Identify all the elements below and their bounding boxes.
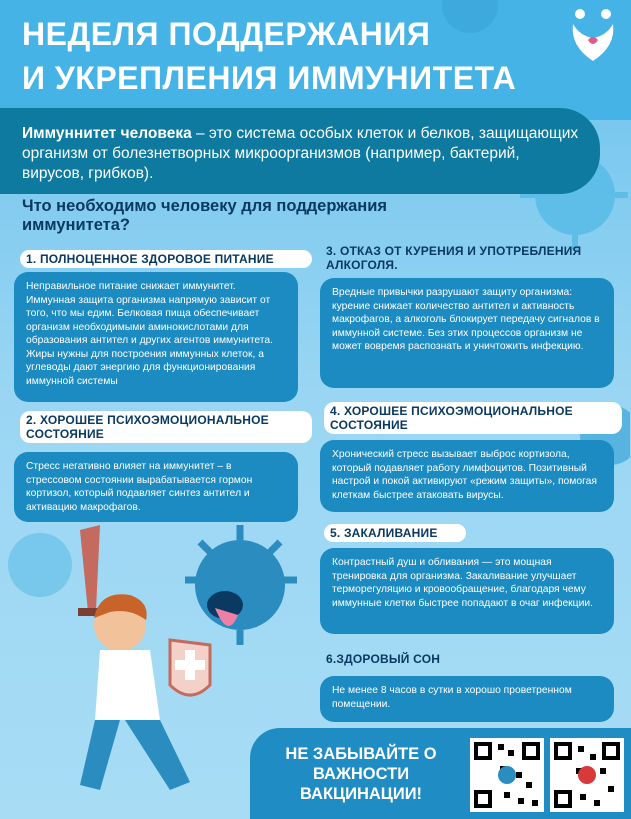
section-4-text: Хронический стресс вызывает выброс кортизола, который подавляет работу лимфоцитов. Позитивный настрой и покой активируют «режим защиты», помогая клеткам быстрее атаковать вирусы. bbox=[320, 440, 614, 512]
section-1-heading: 1. ПОЛНОЦЕННОЕ ЗДОРОВОЕ ПИТАНИЕ bbox=[20, 250, 312, 268]
qr-code-icon[interactable] bbox=[470, 738, 544, 812]
section-question: Что необходимо человеку для поддержания иммунитета? bbox=[22, 197, 388, 234]
intro-text bbox=[22, 124, 582, 184]
section-2-heading: 2. ХОРОШЕЕ ПСИХОЭМОЦИОНАЛЬНОЕ СОСТОЯНИЕ bbox=[20, 411, 312, 443]
title-line-1: НЕДЕЛЯ ПОДДЕРЖАНИЯ bbox=[22, 16, 431, 52]
section-4-heading: 4. ХОРОШЕЕ ПСИХОЭМОЦИОНАЛЬНОЕ СОСТОЯНИЕ bbox=[324, 402, 622, 434]
qr-code-icon[interactable] bbox=[550, 738, 624, 812]
section-5-text: Контрастный душ и обливания — это мощная тренировка для организма. Закаливание улучшает терморегуляцию и кровообращение, благодаря чему иммунные клетки быстрее попадают в очаг инфекции. bbox=[320, 548, 614, 634]
section-1-text: Неправильное питание снижает иммунитет. Иммунная защита организма напрямую зависит от того, что мы едим. Белковая пища обеспечивает организм необходимыми аминокислотами для образования антител и других агентов иммунитета. Жиры нужны для построения иммунных клеток, а углеводы дают энергию для функционирования иммунной системы bbox=[14, 272, 298, 402]
section-6-text: Не менее 8 часов в сутки в хорошо проветренном помещении. bbox=[320, 676, 614, 722]
intro-rest: – это система особых клеток и белков, защищающих организм от болезнетворных микроорганизмов (например, бактерий, вирусов, грибков). bbox=[22, 125, 579, 182]
section-3-text: Вредные привычки разрушают защиту организма: курение снижает количество антител и активность макрофагов, а алкоголь блокирует передачу сигналов в иммунной системе. Без этих процессов организм не может вовремя распознать и уничтожить инфекцию. bbox=[320, 278, 614, 388]
page-title bbox=[22, 12, 516, 100]
section-6-heading: 6.ЗДОРОВЫЙ СОН bbox=[326, 652, 441, 666]
title-line-2: И УКРЕПЛЕНИЯ ИММУНИТЕТА bbox=[22, 60, 517, 96]
virus-monster-icon bbox=[180, 520, 300, 650]
hands-heart-logo-icon bbox=[568, 6, 618, 64]
intro-bold: Иммуннитет человека bbox=[22, 125, 192, 142]
section-3-heading: 3. ОТКАЗ ОТ КУРЕНИЯ И УПОТРЕБЛЕНИЯ АЛКОГОЛЯ. bbox=[326, 244, 582, 272]
section-2-text: Стресс негативно влияет на иммунитет – в стрессовом состоянии вырабатывается гормон кортизол, который подавляет синтез антител и активацию макрофагов. bbox=[14, 452, 298, 522]
vaccination-reminder: НЕ ЗАБЫВАЙТЕ О ВАЖНОСТИ ВАКЦИНАЦИИ! bbox=[285, 745, 437, 803]
section-5-heading: 5. ЗАКАЛИВАНИЕ bbox=[324, 524, 466, 542]
